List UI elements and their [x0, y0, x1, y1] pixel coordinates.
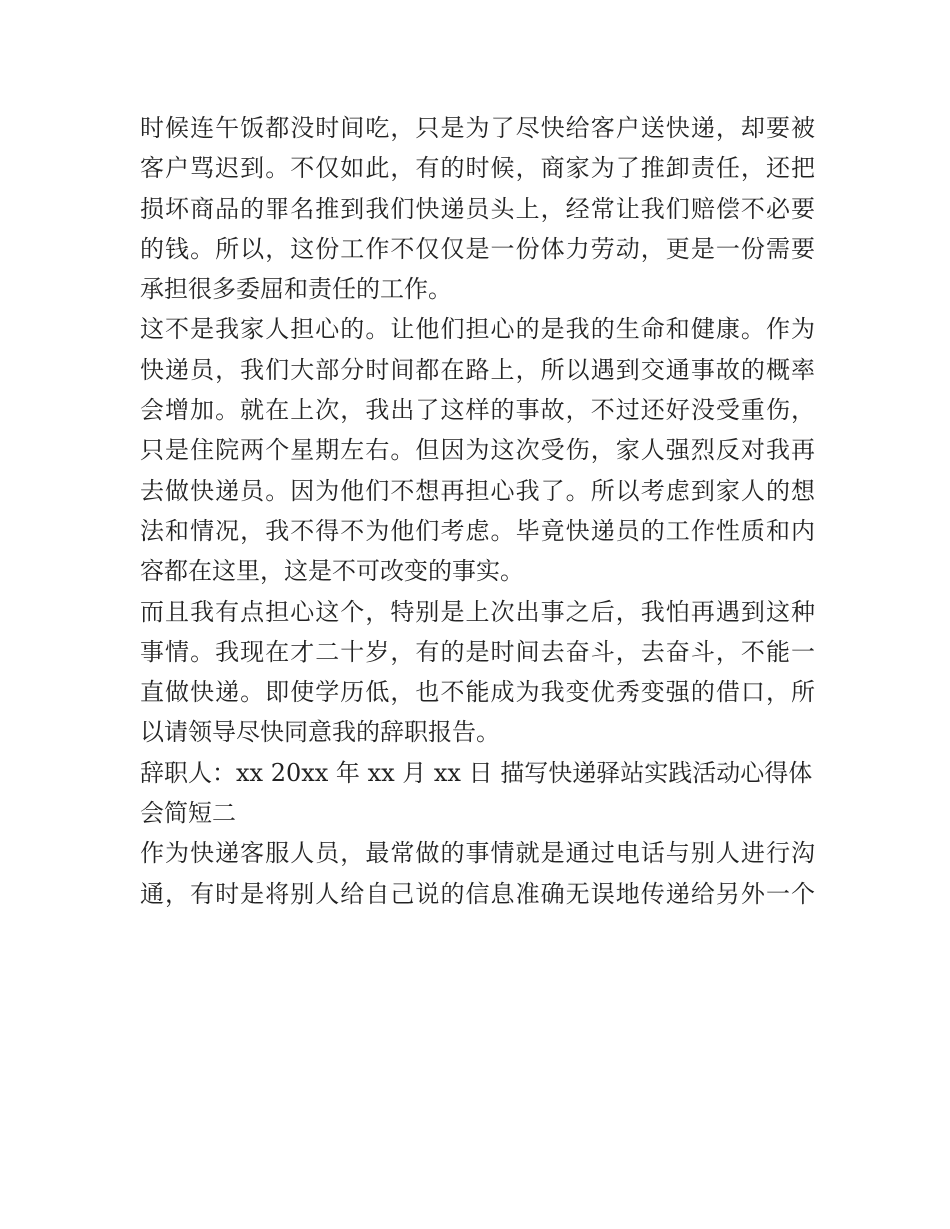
- text-line-9: 只是住院两个星期左右。但因为这次受伤，家人强烈反对我再: [140, 436, 815, 465]
- text-line-12: 容都在这里，这是不可改变的事实。: [140, 557, 524, 586]
- text-line-5: 承担很多委屈和责任的工作。: [140, 275, 452, 304]
- text-line-20: 通，有时是将别人给自己说的信息准确无误地传递给另外一个: [140, 879, 815, 908]
- document-body: [140, 108, 815, 914]
- text-line-6: 这不是我家人担心的。让他们担心的是我的生命和健康。作为: [140, 315, 815, 344]
- text-line-17: 辞职人：xx 20xx 年 xx 月 xx 日 描写快递驿站实践活动心得体: [140, 758, 813, 787]
- text-line-14: 事情。我现在才二十岁，有的是时间去奋斗，去奋斗，不能一: [140, 637, 815, 666]
- text-line-13: 而且我有点担心这个，特别是上次出事之后，我怕再遇到这种: [140, 597, 815, 626]
- text-line-18: 会简短二: [140, 799, 236, 828]
- text-line-2: 客户骂迟到。不仅如此，有的时候，商家为了推卸责任，还把: [140, 154, 815, 183]
- text-line-10: 去做快递员。因为他们不想再担心我了。所以考虑到家人的想: [140, 476, 815, 505]
- text-line-1: 时候连午饭都没时间吃，只是为了尽快给客户送快递，却要被: [140, 114, 815, 142]
- text-line-8: 会增加。就在上次，我出了这样的事故，不过还好没受重伤，: [140, 396, 815, 425]
- text-line-16: 以请领导尽快同意我的辞职报告。: [140, 718, 500, 747]
- text-line-4: 的钱。所以，这份工作不仅仅是一份体力劳动，更是一份需要: [140, 234, 815, 263]
- text-line-15: 直做快递。即使学历低，也不能成为我变优秀变强的借口，所: [140, 678, 815, 707]
- text-line-11: 法和情况，我不得不为他们考虑。毕竟快递员的工作性质和内: [140, 516, 815, 545]
- text-line-7: 快递员，我们大部分时间都在路上，所以遇到交通事故的概率: [140, 355, 815, 384]
- text-line-3: 损坏商品的罪名推到我们快递员头上，经常让我们赔偿不必要: [140, 194, 815, 223]
- text-line-19: 作为快递客服人员，最常做的事情就是通过电话与别人进行沟: [140, 839, 815, 868]
